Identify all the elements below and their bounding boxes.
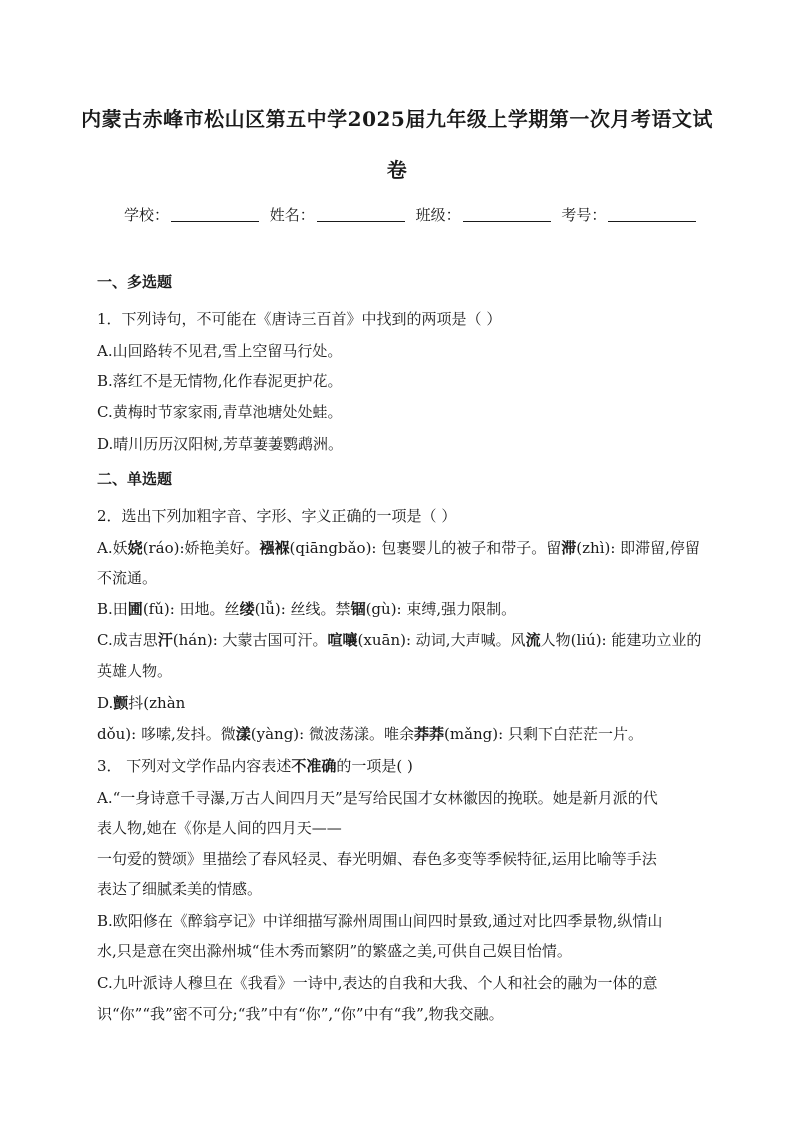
school-field: [124, 204, 259, 225]
bold-character: 滞: [561, 539, 577, 557]
page-title-line1: 内蒙古赤峰市松山区第五中学2025届九年级上学期第一次月考语文试: [81, 107, 713, 131]
bold-character: 锢: [350, 600, 366, 618]
class-field: [416, 204, 551, 225]
exam-number-label: 考号：: [561, 206, 607, 224]
text-fragment: (ráo):娇艳美好。: [142, 539, 260, 557]
question-1-stem: 1．下列诗句，不可能在《唐诗三百首》中找到的两项是（ ）: [97, 310, 502, 328]
question-3-option-c-line1: C.九叶派诗人穆旦在《我看》一诗中,表达的自我和大我、个人和社会的融为一体的意: [97, 974, 658, 992]
text-fragment: dǒu): 哆嗦,发抖。微: [97, 725, 236, 743]
class-blank[interactable]: [463, 207, 551, 222]
bold-character: 襁褓: [259, 539, 290, 557]
question-3-option-c-line2: 识“你”“我”密不可分;“我”中有“你”,“你”中有“我”,物我交融。: [97, 1005, 504, 1023]
question-1-option-b: B.落红不是无情物,化作春泥更护花。: [97, 372, 343, 390]
school-label: 学校：: [124, 206, 170, 224]
school-blank[interactable]: [171, 207, 259, 222]
name-label: 姓名：: [269, 206, 315, 224]
section-heading-single-choice: 二、单选题: [97, 470, 173, 488]
bold-character: 汗: [157, 631, 173, 649]
text-fragment: 3． 下列对文学作品内容表述: [97, 757, 292, 775]
text-fragment: (hán): 大蒙古国可汗。: [172, 631, 328, 649]
question-2-option-c-line2: 英雄人物。: [97, 662, 173, 680]
text-fragment: A.妖: [97, 539, 128, 557]
bold-character: 漾: [235, 725, 251, 743]
question-1-option-d: D.晴川历历汉阳树,芳草萋萋鹦鹉洲。: [97, 435, 344, 453]
section-heading-multi-choice: 一、多选题: [97, 273, 173, 291]
question-2-option-c-line1: [97, 630, 707, 650]
bold-character: 娆: [127, 539, 143, 557]
text-fragment: (gù): 束缚,强力限制。: [365, 600, 517, 618]
question-3-option-a-line4: 表达了细腻柔美的情感。: [97, 880, 263, 898]
bold-character: 流: [525, 631, 541, 649]
name-field: [270, 204, 405, 225]
bold-character: 颤: [113, 694, 129, 712]
student-info-row: [124, 204, 684, 225]
question-3-option-a-line1: A.“一身诗意千寻瀑,万古人间四月天”是写给民国才女林徽因的挽联。她是新月派的代: [97, 789, 658, 807]
question-3-option-b-line2: 水,只是意在突出滁州城“佳木秀而繁阴”的繁盛之美,可供自己娱目怡情。: [97, 942, 572, 960]
class-label: 班级：: [415, 206, 461, 224]
question-3-stem: [97, 756, 707, 776]
text-fragment: (zhì): 即滞留,停留: [576, 539, 700, 557]
question-1-option-c: C.黄梅时节家家雨,青草池塘处处蛙。: [97, 403, 343, 421]
text-fragment: 的一项是( ): [336, 757, 413, 775]
exam-number-field: [561, 204, 696, 225]
text-fragment: (fǔ): 田地。丝: [142, 600, 240, 618]
text-fragment: D.: [97, 694, 114, 712]
text-fragment: (mǎng): 只剩下白茫茫一片。: [444, 725, 643, 743]
question-3-option-b-line1: B.欧阳修在《醉翁亭记》中详细描写滁州周围山间四时景致,通过对比四季景物,纵情山: [97, 912, 663, 930]
question-2-option-a-line1: [97, 538, 707, 558]
text-fragment: (qiāngbǎo): 包裹婴儿的被子和带子。留: [289, 539, 562, 557]
question-2-stem: 2．选出下列加粗字音、字形、字义正确的一项是（ ）: [97, 507, 457, 525]
text-fragment: 抖(zhàn: [128, 694, 186, 712]
bold-character: 莽莽: [413, 725, 444, 743]
exam-number-blank[interactable]: [608, 207, 696, 222]
bold-character: 圃: [127, 600, 143, 618]
bold-character: 喧嚷: [327, 631, 358, 649]
bold-phrase: 不准确: [291, 757, 337, 775]
text-fragment: B.田: [97, 600, 128, 618]
question-3-option-a-line2: 表人物,她在《你是人间的四月天——: [97, 819, 342, 837]
question-2-option-d-line2: [97, 724, 707, 744]
text-fragment: (lǚ): 丝线。禁: [254, 600, 351, 618]
text-fragment: C.成吉思: [97, 631, 158, 649]
name-blank[interactable]: [317, 207, 405, 222]
text-fragment: (yàng): 微波荡漾。唯余: [250, 725, 414, 743]
page-title-line2: 卷: [386, 158, 408, 182]
question-2-option-d-line1: [97, 693, 707, 713]
bold-character: 缕: [239, 600, 255, 618]
question-2-option-a-line2: 不流通。: [97, 569, 158, 587]
question-2-option-b-line1: [97, 599, 707, 619]
question-3-option-a-line3: 一句爱的赞颂》里描绘了春风轻灵、春光明媚、春色多变等季候特征,运用比喻等手法: [97, 850, 657, 868]
text-fragment: (xuān): 动词,大声喊。风: [357, 631, 526, 649]
question-1-option-a: A.山回路转不见君,雪上空留马行处。: [97, 342, 343, 360]
text-fragment: 人物(liú): 能建功立业的: [540, 631, 702, 649]
